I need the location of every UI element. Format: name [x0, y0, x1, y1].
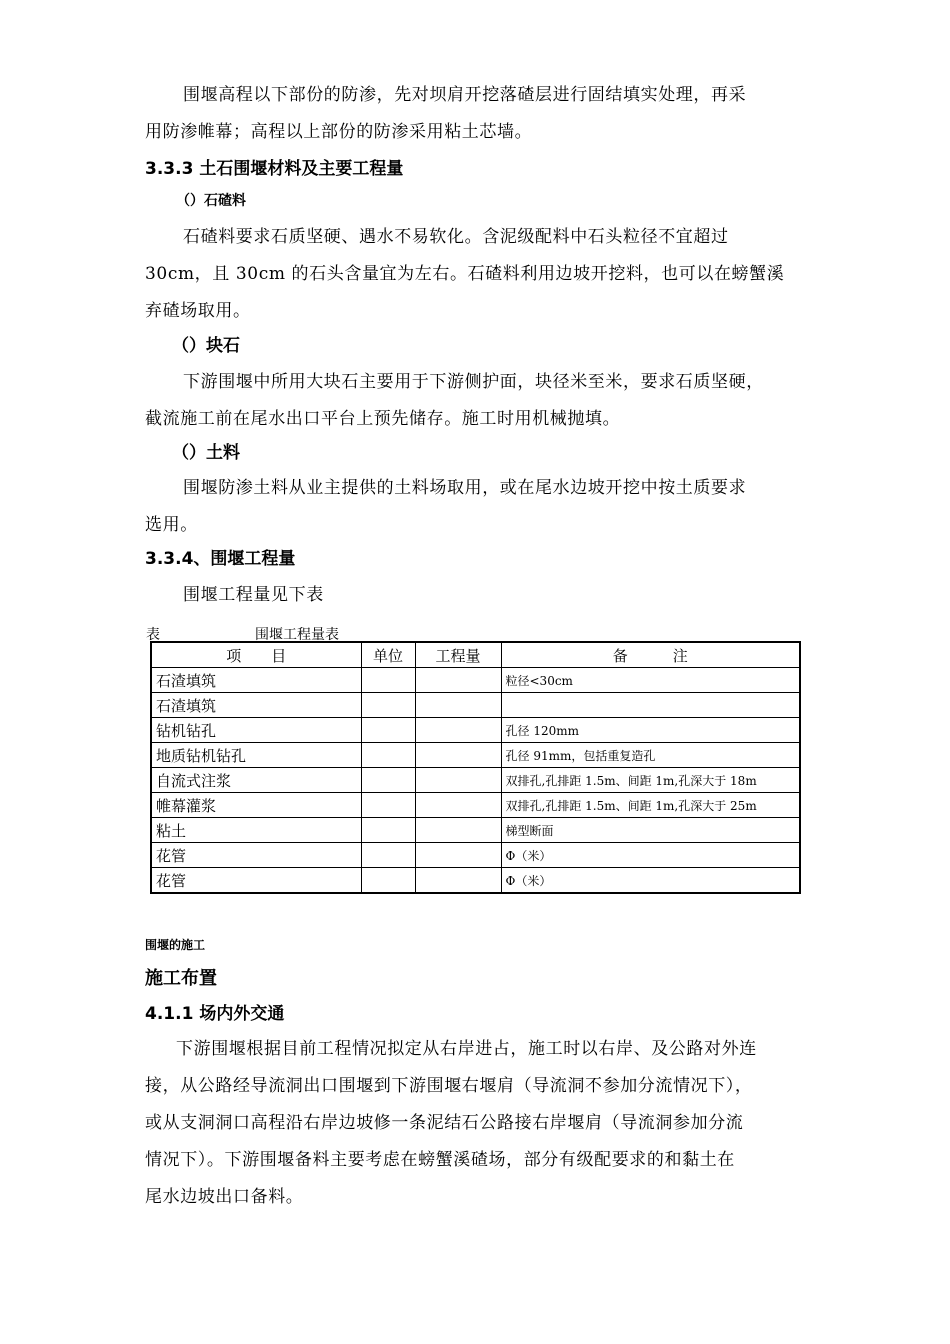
cell-item: 粘土: [151, 818, 361, 843]
header-item: 项 目: [151, 642, 361, 668]
intro-line-2: 用防渗帷幕；高程以上部份的防渗采用粘土芯墙。: [145, 122, 533, 142]
cell-item: 花管: [151, 843, 361, 868]
header-quantity: 工程量: [415, 642, 501, 668]
table-row: [151, 818, 800, 843]
cell-note: 孔径 91mm，包括重复造孔: [501, 743, 800, 768]
subheading-stone-debris: （）石碴料: [176, 193, 246, 209]
cell-unit: [361, 718, 415, 743]
section-heading-334: 3.3.4、围堰工程量: [145, 549, 296, 569]
header-unit: 单位: [361, 642, 415, 668]
traffic-line-3: 或从支洞洞口高程沿右岸边坡修一条泥结石公路接右岸堰肩（导流洞参加分流: [145, 1113, 744, 1133]
traffic-line-5: 尾水边坡出口备料。: [145, 1187, 304, 1207]
layout-heading: 施工布置: [145, 968, 217, 989]
intro-line-1: 围堰高程以下部份的防渗，先对坝肩开挖落碴层进行固结填实处理，再采: [183, 85, 747, 105]
cell-item: 钻机钻孔: [151, 718, 361, 743]
cell-note: 孔径 120mm: [501, 718, 800, 743]
traffic-line-1: 下游围堰根据目前工程情况拟定从右岸进占，施工时以右岸、及公路对外连: [176, 1039, 757, 1059]
table-row: [151, 843, 800, 868]
block-stone-line-1: 下游围堰中所用大块石主要用于下游侧护面，块径米至米，要求石质坚硬，: [183, 372, 764, 392]
cell-quantity: [415, 718, 501, 743]
cell-unit: [361, 868, 415, 894]
table-intro: 围堰工程量见下表: [183, 585, 324, 605]
subheading-soil: （）土料: [172, 443, 240, 463]
cell-unit: [361, 818, 415, 843]
cell-quantity: [415, 743, 501, 768]
section-heading-333: 3.3.3 土石围堰材料及主要工程量: [145, 159, 404, 179]
cell-quantity: [415, 868, 501, 894]
cell-note: 双排孔,孔排距 1.5m、间距 1m,孔深大于 25m: [501, 793, 800, 818]
cell-note: Φ（米）: [501, 843, 800, 868]
table-row: [151, 743, 800, 768]
chapter-title: 围堰的施工: [145, 938, 206, 952]
stone-debris-line-3: 弃碴场取用。: [145, 301, 251, 321]
table-row: [151, 868, 800, 894]
cell-unit: [361, 768, 415, 793]
block-stone-line-2: 截流施工前在尾水出口平台上预先储存。施工时用机械抛填。: [145, 409, 621, 429]
cell-unit: [361, 793, 415, 818]
cell-item: 石渣填筑: [151, 668, 361, 693]
cell-unit: [361, 743, 415, 768]
stone-debris-line-2: 30cm，且 30cm 的石头含量宜为左右。石碴料利用边坡开挖料，也可以在螃蟹溪: [145, 264, 785, 284]
cell-note: Φ（米）: [501, 868, 800, 894]
stone-debris-line-1: 石碴料要求石质坚硬、遇水不易软化。含泥级配料中石头粒径不宜超过: [183, 227, 729, 247]
cell-note: 梯型断面: [501, 818, 800, 843]
cell-item: 花管: [151, 868, 361, 894]
cell-unit: [361, 693, 415, 718]
soil-line-2: 选用。: [145, 515, 198, 535]
table-caption-title: 围堰工程量表: [255, 627, 339, 643]
cell-note: [501, 693, 800, 718]
cell-note: 双排孔,孔排距 1.5m、间距 1m,孔深大于 18m: [501, 768, 800, 793]
soil-line-1: 围堰防渗土料从业主提供的土料场取用，或在尾水边坡开挖中按土质要求: [183, 478, 747, 498]
cell-item: 帷幕灌浆: [151, 793, 361, 818]
cell-quantity: [415, 793, 501, 818]
table-row: [151, 693, 800, 718]
cell-quantity: [415, 768, 501, 793]
cell-quantity: [415, 843, 501, 868]
subheading-block-stone: （）块石: [172, 336, 240, 356]
table-row: [151, 768, 800, 793]
cell-unit: [361, 668, 415, 693]
table-caption-prefix: 表: [146, 627, 160, 643]
table-header-row: [151, 642, 800, 668]
cell-quantity: [415, 668, 501, 693]
cell-quantity: [415, 818, 501, 843]
quantity-table: [150, 641, 801, 894]
cell-note: 粒径<30cm: [501, 668, 800, 693]
table-row: [151, 718, 800, 743]
cell-item: 地质钻机钻孔: [151, 743, 361, 768]
cell-item: 石渣填筑: [151, 693, 361, 718]
table-row: [151, 668, 800, 693]
cell-item: 自流式注浆: [151, 768, 361, 793]
traffic-line-2: 接，从公路经导流洞出口围堰到下游围堰右堰肩（导流洞不参加分流情况下），: [145, 1076, 753, 1096]
table-row: [151, 793, 800, 818]
traffic-line-4: 情况下）。下游围堰备料主要考虑在螃蟹溪碴场，部分有级配要求的和黏土在: [145, 1150, 735, 1170]
subsection-heading-411: 4.1.1 场内外交通: [145, 1004, 285, 1024]
cell-quantity: [415, 693, 501, 718]
header-note: 备 注: [501, 642, 800, 668]
cell-unit: [361, 843, 415, 868]
